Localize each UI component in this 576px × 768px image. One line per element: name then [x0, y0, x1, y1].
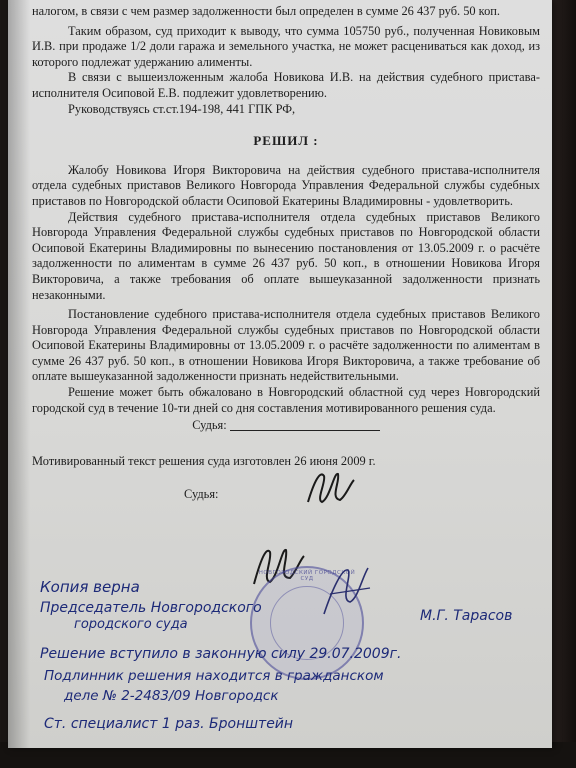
ruling-paragraph-3: Постановление судебного пристава-исполнителя отдела судебных приставов Великого Новгорода Управления Федеральной службы судебных приставов по Новгородской области Осиповой Екатерины Владимировны от 13.05.2009 г. о расчёте задолженности по алиментам в сумме 26 437 руб. 50 коп., в отношении Новикова Игоря Викторовича, а также требование об оплате вышеуказанной задолженности признать недействительными. — [32, 307, 540, 384]
ruling-paragraph-2: Действия судебного пристава-исполнителя отдела судебных приставов Великого Новгорода Управления Федеральной службы судебных приставов по Новгородской области Осиповой Екатерины Владимировны по вынесению постановления от 13.05.2009 г. о расчёте задолженности по алиментам в сумме 26 437 руб. 50 коп., в отношении Новикова Игоря Викторовича, а также требования об оплате вышеуказанной задолженности признать незаконными. — [32, 209, 540, 302]
judge-signature-line-1 — [32, 418, 540, 434]
signature-blank — [230, 418, 380, 431]
judge-signature-line-2 — [32, 487, 540, 503]
ruling-heading: РЕШИЛ : — [253, 133, 319, 149]
handwritten-specialist: Ст. специалист 1 раз. Бронштейн — [44, 716, 294, 732]
handwritten-original-location: Подлинник решения находится в гражданском — [44, 668, 384, 684]
document-body — [32, 4, 540, 503]
handwritten-copy-certified: Копия верна — [40, 578, 140, 596]
judge-label: Судья: — [192, 418, 227, 433]
motivated-text-note: Мотивированный текст решения суда изготовлен 26 июня 2009 г. — [32, 453, 376, 468]
background-dark-edge — [548, 0, 576, 768]
top-text: налогом, в связи с чем размер задолженности был определен в сумме 26 437 руб. 50 коп. — [32, 4, 500, 18]
handwritten-case-number: деле № 2-2483/09 Новгородск — [64, 688, 279, 704]
paragraph-conclusion: Таким образом, суд приходит к выводу, что сумма 105750 руб., полученная Новиковым И.В. при продаже 1/2 доли гаража и земельного участка, не может расцениваться как доход, из которого подлежат удержанию алименты. — [32, 23, 540, 69]
handwritten-chairman: Председатель Новгородского — [40, 600, 262, 616]
clerk-signature — [318, 560, 378, 620]
paper-shadow — [8, 0, 30, 748]
judge-label: Судья: — [184, 487, 219, 502]
handwritten-court: городского суда — [74, 617, 188, 632]
handwritten-chairman-name: М.Г. Тарасов — [420, 608, 513, 624]
handwritten-effective-date: Решение вступило в законную силу 29.07.2009г. — [40, 646, 402, 662]
ruling-paragraph-1: Жалобу Новикова Игоря Викторовича на действия судебного пристава-исполнителя отдела судебных приставов Великого Новгорода Управления Федеральной службы судебных приставов по Новгородской области Осиповой Екатерины Владимировны - удовлетворить. — [32, 162, 540, 208]
paragraph-complaint: В связи с вышеизложенным жалоба Новикова И.В. на действия судебного пристава-исполнителя Осиповой Е.В. подлежит удовлетворению. — [32, 70, 540, 100]
paragraph-legal-basis: Руководствуясь ст.ст.194-198, 441 ГПК РФ, — [68, 101, 296, 116]
judge-signature-1 — [300, 462, 360, 512]
ruling-paragraph-4: Решение может быть обжаловано в Новгородский областной суд через Новгородский городской суд в течение 10-ти дней со дня составления мотивированного решения суда. — [32, 385, 540, 415]
stamp-ring-text: НОВГОРОДСКИЙ ГОРОДСКОЙ СУД — [258, 570, 356, 582]
